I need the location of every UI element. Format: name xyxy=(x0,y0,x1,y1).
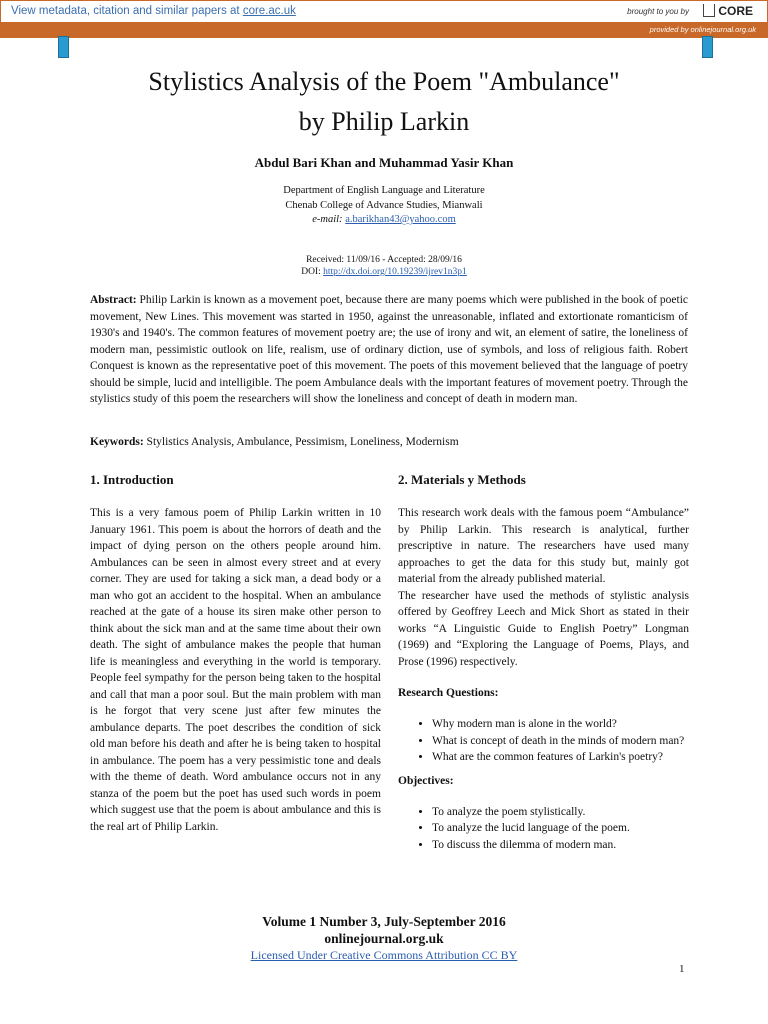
journal-footer xyxy=(84,913,684,964)
list-item: • To analyze the lucid language of the poem. xyxy=(432,820,689,837)
methods-paragraph-1: This research work deals with the famous poem “Ambulance” by Philip Larkin. This research is analytical, further prescriptive in nature. The researchers have used many approaches to get the data for this study but, mainly got material from the already published material. xyxy=(398,507,689,585)
page-tab-marker-left xyxy=(58,36,69,58)
list-item: • To analyze the poem stylistically. xyxy=(432,804,689,821)
abstract: Abstract: Philip Larkin is known as a movement poet, because there are many poems which were published in the book of poetic movement, New Lines. This movement was started in 1950, against the unreasonable, inflated and extortionate romanticism of 1930's and 1940's. The common features of movement poetry are; the use of irony and wit, an element of satire, the loneliness of modern man, pessimistic outlook on life, realism, use of ordinary diction, use of symbols, and loss of religious faith. Robert Conquest is known as the representative poet of this movement. The poets of this movement believed that the language of poetry should be simple, lucid and intelligible. The poem Ambulance deals with the important features of movement poetry. Through the stylistics study of this poem the researchers will show the loneliness and concept of death in modern man. xyxy=(90,294,688,405)
core-logo-icon xyxy=(703,4,715,17)
affiliation: Department of English Language and Literature Chenab College of Advance Studies, Mianwali e-mail: a.barikhan43@yahoo.com xyxy=(283,185,485,225)
methods-paragraph-2: The researcher have used the methods of stylistic analysis offered by Geoffrey Leech and Mick Short as stated in their works “A Linguistic Guide to English Poetry” Longman (1969) and “Exploring the Language of Poems, Plays, and Prose (1996) respectively. xyxy=(398,589,689,668)
introduction-section xyxy=(90,472,381,835)
journal-site: onlinejournal.org.uk xyxy=(324,931,444,946)
research-questions-list xyxy=(398,716,689,766)
license-link[interactable]: Licensed Under Creative Commons Attribution CC BY xyxy=(250,948,518,962)
provided-by-text[interactable]: provided by onlinejournal.org.uk xyxy=(649,25,756,34)
objectives-list xyxy=(398,804,689,854)
page-number: 1 xyxy=(679,963,685,975)
keywords: Keywords: Stylistics Analysis, Ambulance, Pessimism, Loneliness, Modernism xyxy=(90,436,459,448)
doi-link[interactable]: http://dx.doi.org/10.19239/ijrev1n3p1 xyxy=(323,267,467,277)
introduction-heading: 1. Introduction xyxy=(90,472,174,487)
introduction-body: This is a very famous poem of Philip Larkin written in 10 January 1961. This poem is about the horrors of death and the impact of dying person on the others people around him. Ambulances can be seen in almost every street and at every corner. They are used for taking a sick man, a dead body or a man who got an accident to the hospital. When an ambulance reached at the gate of a house its siren make other person to think about the sick man and at the same time about their own death. The sight of ambulance makes the people that human life is meaningless and everything in the world is temporary. People feel sympathy for the person being taken to the hospital and call that man a poor soul. But the main problem with man is he forgot that very scene just after few minutes the ambulance departs. The poet describes the condition of sick old man before his death and after he is being taken to hospital in ambulance. The poem has a very pessimistic tone and deals with the theme of death. Word ambulance occurs not in any stanza of the poem but the poet has used such words in poem which suggest use that the poem is about ambulance and this is the real art of Philip Larkin. xyxy=(90,507,381,833)
research-questions-heading: Research Questions: xyxy=(398,687,499,699)
objectives-heading: Objectives: xyxy=(398,774,454,787)
core-logo[interactable]: CORE xyxy=(703,4,753,18)
publication-dates: Received: 11/09/16 - Accepted: 28/09/16 DOI: http://dx.doi.org/10.19239/ijrev1n3p1 xyxy=(301,255,467,277)
methods-heading: 2. Materials y Methods xyxy=(398,472,526,487)
volume-info: Volume 1 Number 3, July-September 2016 xyxy=(262,914,506,929)
list-item: • Why modern man is alone in the world? xyxy=(432,716,689,733)
email-link[interactable]: a.barikhan43@yahoo.com xyxy=(345,214,456,225)
metadata-link-text[interactable]: View metadata, citation and similar papers at core.ac.uk xyxy=(11,5,296,17)
core-ac-uk-link[interactable]: core.ac.uk xyxy=(242,5,296,17)
provider-bar xyxy=(0,22,768,38)
list-item: • To discuss the dilemma of modern man. xyxy=(432,837,689,854)
list-item: • What is concept of death in the minds of modern man? xyxy=(432,733,689,750)
page-tab-marker-right xyxy=(702,36,713,58)
paper-title: Stylistics Analysis of the Poem "Ambulance" by Philip Larkin xyxy=(148,67,620,136)
methods-section xyxy=(398,472,689,853)
core-banner xyxy=(0,0,768,23)
brought-to-you-text: brought to you by xyxy=(627,7,689,16)
list-item: • What are the common features of Larkin's poetry? xyxy=(432,749,689,766)
authors: Abdul Bari Khan and Muhammad Yasir Khan xyxy=(254,155,514,170)
